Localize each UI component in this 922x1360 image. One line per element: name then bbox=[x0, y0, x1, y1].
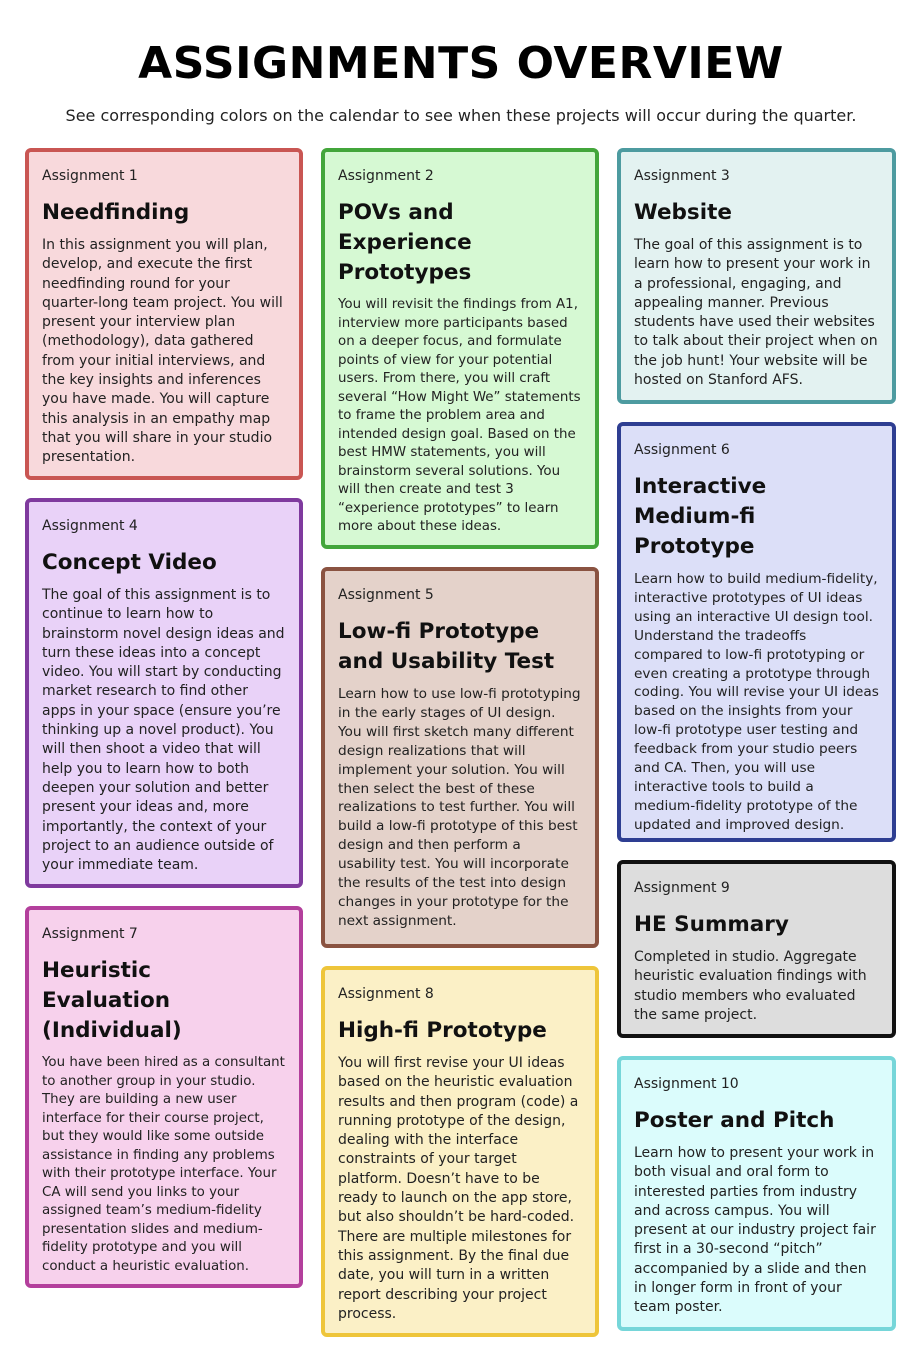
page-title: ASSIGNMENTS OVERVIEW bbox=[138, 38, 784, 89]
assignment-description: You have been hired as a consultant to another group in your studio. They are building a new user interface for their course project, but they would like some outside assistance in finding any problems with their prototype interface. Your CA will send you links to your assigned team’s medium-fidelity presentation slides and medium-fidelity prototype and you will conduct a heuristic evaluation. bbox=[42, 1055, 285, 1274]
assignment-title: POVs and Experience Prototypes bbox=[338, 200, 472, 285]
assignment-description: The goal of this assignment is to learn how to present your work in a professional, engaging, and appealing manner. Previous students have used their websites to talk about their project when on the job hunt! Your website will be hosted on Stanford AFS. bbox=[634, 237, 878, 389]
assignment-number: Assignment 6 bbox=[634, 442, 730, 458]
assignment-title: Website bbox=[634, 200, 732, 225]
assignment-number: Assignment 3 bbox=[634, 168, 730, 184]
assignment-number: Assignment 2 bbox=[338, 168, 434, 184]
assignment-title: Low-fi Prototype and Usability Test bbox=[338, 619, 555, 674]
assignment-number: Assignment 8 bbox=[338, 986, 434, 1002]
assignment-card-3 bbox=[617, 148, 896, 404]
assignment-description: Learn how to build medium-fidelity, interactive prototypes of UI ideas using an interactive UI design tool. Understand the tradeoffs compared to low-fi prototyping or even creating a prototype through coding. You will revise your UI ideas based on the insights from your low-fi prototype user testing and feedback from your studio peers and CA. Then, you will use interactive tools to build a medium-fidelity prototype of the updated and improved design. bbox=[634, 571, 879, 833]
assignment-card-10 bbox=[617, 1056, 896, 1331]
assignment-card-4 bbox=[25, 498, 303, 888]
page-subtitle: See corresponding colors on the calendar to see when these projects will occur during the quarter. bbox=[65, 106, 857, 125]
assignment-description: Learn how to use low-fi prototyping in the early stages of UI design. You will first sketch many different design realizations that will implement your solution. You will then select the best of these realizations to test further. You will build a low-fi prototype of this best design and then perform a usability test. You will incorporate the results of the test into design changes in your prototype for the next assignment. bbox=[338, 686, 581, 929]
assignment-number: Assignment 10 bbox=[634, 1076, 739, 1092]
assignment-number: Assignment 4 bbox=[42, 518, 138, 534]
assignment-card-1 bbox=[25, 148, 303, 480]
assignment-title: HE Summary bbox=[634, 912, 789, 937]
assignment-title: Poster and Pitch bbox=[634, 1108, 835, 1133]
assignment-description: You will revisit the findings from A1, interview more participants based on a deeper focus, and formulate points of view for your potential users. From there, you will craft several “How Might We” statements to frame the problem area and intended design goal. Based on the best HMW statements, you will brainstorm several solutions. You will then create and test 3 “experience prototypes” to learn more about these ideas. bbox=[338, 297, 581, 534]
assignment-card-2 bbox=[321, 148, 599, 549]
assignment-card-5 bbox=[321, 567, 599, 948]
assignment-title: Needfinding bbox=[42, 200, 190, 225]
assignment-description: The goal of this assignment is to continue to learn how to brainstorm novel design ideas and turn these ideas into a concept video. You will start by conducting market research to find other apps in your space (ensure you’re thinking up a novel product). You will then shoot a video that will help you to learn how to both deepen your solution and better present your ideas and, more importantly, the context of your project to an audience outside of your immediate team. bbox=[42, 587, 285, 874]
assignment-card-9 bbox=[617, 860, 896, 1038]
assignment-number: Assignment 9 bbox=[634, 880, 730, 896]
assignment-number: Assignment 7 bbox=[42, 926, 138, 942]
assignment-title: Interactive Medium-fi Prototype bbox=[634, 474, 767, 559]
assignment-description: Completed in studio. Aggregate heuristic evaluation findings with studio members who evaluated the same project. bbox=[634, 949, 867, 1023]
assignment-description: Learn how to present your work in both visual and oral form to interested parties from industry and across campus. You will present at our industry project fair first in a 30-second “pitch” accompanied by a slide and then in longer form in front of your team poster. bbox=[634, 1145, 876, 1316]
assignment-card-6 bbox=[617, 422, 896, 842]
assignment-title: High-fi Prototype bbox=[338, 1018, 547, 1043]
assignment-number: Assignment 1 bbox=[42, 168, 138, 184]
assignment-card-8 bbox=[321, 966, 599, 1337]
assignment-description: You will first revise your UI ideas based on the heuristic evaluation results and then program (code) a running prototype of the design, dealing with the interface constraints of your target platform. Doesn’t have to be ready to launch on the app store, but also shouldn’t be hard-coded. There are multiple milestones for this assignment. By the final due date, you will turn in a written report describing your project process. bbox=[338, 1055, 579, 1322]
assignment-number: Assignment 5 bbox=[338, 587, 434, 603]
assignment-title: Concept Video bbox=[42, 550, 217, 575]
assignment-card-7 bbox=[25, 906, 303, 1288]
assignment-title: Heuristic Evaluation (Individual) bbox=[42, 958, 182, 1043]
assignment-description: In this assignment you will plan, develop, and execute the first needfinding round for your quarter-long team project. You will present your interview plan (methodology), data gathered from your initial interviews, and the key insights and inferences you have made. You will capture this analysis in an empathy map that you will share in your studio presentation. bbox=[42, 237, 283, 466]
